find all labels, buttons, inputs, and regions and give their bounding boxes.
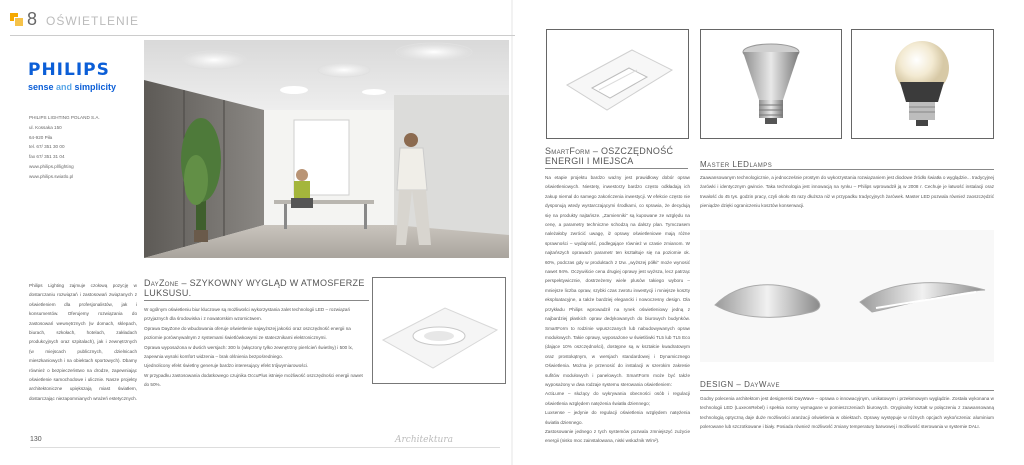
daywave-body: Godny polecenia architektom jest designerski DayWave – oprawa o innowacyjnym, unikatowym i przełomowym wyglądzie. Została wykonana w technologii LED (LuxeonRebel) i spełnia normy wymagane w pomieszczeniach biurowych. Oryginalny kształt w połączeniu z zaawansowaną technologią optyczną daje duże możliwości aranżacji oświetlenia w obiektach. Oprawy występuje w różnych opcjach wykończenia: aluminium polerowane lub szczotkowane i biały. Posiada również możliwość zmiany temperatury barwowej i możliwość sterowania w systemie DALI.	[700, 396, 994, 430]
logo-wordmark: PHILIPS	[28, 60, 110, 80]
daywave-title: DESIGN – DayWave	[700, 380, 781, 389]
dayzone-body	[144, 305, 366, 390]
section-squares-icon	[10, 13, 22, 25]
contact-company: PHILIPS LIGHTING POLAND S.A.	[29, 115, 100, 120]
dayzone-paragraph: W przypadku zastosowania dodatkowego czujnika OccuPlus istnieje możliwość oszczędności energii nawet do 50%.	[144, 372, 363, 388]
daywave-product-photo	[700, 230, 994, 362]
smartform-product-photo	[546, 29, 689, 139]
office-photo	[144, 40, 509, 258]
dayzone-product-photo	[372, 277, 506, 384]
contact-fax: fax 67/ 351 31 04	[29, 154, 65, 160]
philips-logo	[28, 60, 148, 92]
led-bulb-photo	[851, 29, 994, 139]
dayzone-paragraph: Oprawa DayZone do wbudowania oferuje oświetlenie najwyższej jakości oraz oszczędność energii na poziomie porównywalnym z systemami świetlówkowymi ze statecznikami elektronicznymi.	[144, 325, 351, 341]
logo-tagline: sense and simplicity	[28, 82, 117, 92]
led-spot-lamp-photo	[700, 29, 842, 139]
dayzone-paragraph: Ujednolicony efekt świetlny generuje bardzo interesujący efekt trójwymiarowości.	[144, 363, 309, 369]
master-led-rule	[700, 169, 994, 170]
page-number: 130	[30, 436, 42, 443]
dayzone-title: DayZone – SZYKOWNY WYGLĄD W ATMOSFERZE LUKSUSU.	[144, 278, 365, 298]
section-rule	[10, 35, 515, 36]
contact-block	[29, 113, 100, 182]
contact-phone: tel. 67/ 351 30 00	[29, 144, 65, 150]
daywave-rule	[700, 390, 994, 391]
contact-website-1: www.philips.pl/lighting	[29, 163, 74, 169]
smartform-title: SmartForm – OSZCZĘDNOŚĆ ENERGII I MIEJSCA	[545, 146, 674, 166]
spread-gutter	[511, 0, 513, 465]
intro-text: Philips Lighting zajmuje czołową pozycję w dostarczaniu rozwiązań i zastosowań związanych z oświetleniem dla profesjonalistów, jak i konsumentów. Oferujemy rozwiązania do zastosowań wewnętrznych (w domach, sklepach, biurach, szkołach, hotelach, zakładach produkcyjnych oraz szpitalach), jak i zewnętrznych (w miejscach publicznych, dzielnicach mieszkaniowych i na obiektach sportowych). Dbamy również o bezpieczeństwo na drodze, zapewniając oświetlenie samochodowe i ulicznie. Nasze projekty architektoniczne upiększają miast światłem, dostarczając niezapomnianych wrażeń estetycznych.	[29, 283, 138, 401]
footer-rule	[30, 447, 500, 448]
contact-city: 64-920 Piła	[29, 134, 53, 140]
smartform-paragraph: Na etapie projektu bardzo ważny jest prawidłowy dobór opraw oświetleniowych. Niestety, inwestorzy bardzo często odkładają ich zakup niemal do samego zakończenia inwestycji. W efekcie często nie dysponują wtedy wystarczającymi środkami, co sprawia, że decydują się na produkty najtańsze. „Zamienniki” są kupowane ze względu na cenę, a parametry techniczne schodzą na dalszy plan. Tymczasem należałoby zwrócić uwagę, iż oprawy oświetleniowe mają różne sprawności – wydajność, podlegające również w czasie zmianom. W najtańszych oprawach parametr ten kształtuje się na poziomie ok. 60%, podczas gdy w produktach z tzw. „wyższej półki” może wynosić nawet 94%. Oczywiście cena drugiej oprawy jest wyższa, lecz patrząc perspektywicznie, dostrzeżemy wiele plusów takiego wyboru – mniejsze liczba opraw, szybki czas zwrotu inwestycji i mniejsze koszty eksploatacyjne, a także bardziej elegancki i nowoczesny design. Dla przykładu Philips wprowadził na rynek oświetleniowy jedną z najbardziej płaskich opraw dedykowanych do biurowych budynków. SmartForm to rodzinie wpuszczanych lub nabudowywanych opraw modułowych. Takie oprawy, wyposażone w świetlówki TL5 lub TL5 Eco (dające 10% oszczędności), dostępne są w kształcie kwadratowym oraz prostokątnym, w wersjach standardowej i Dynamicznego Oświetlenia. Można je przenosić do instalacji w szerokim zakresie sufitów modułowych i panelowych. SmartForm może być także wyposażony w dwa rodzaje systemu sterowania oświetleniem:	[545, 175, 690, 387]
smartform-rule	[545, 168, 688, 169]
smartform-paragraph: Zastosowanie jednego z tych systemów pozwala zmniejszyć zużycie energii (nisko moc zainstalowana, niski wskaźnik W/m²).	[545, 428, 690, 444]
section-number: 8	[27, 9, 38, 29]
smartform-body	[545, 173, 690, 446]
section-title: OŚWIETLENIE	[46, 14, 140, 28]
contact-website-2: www.philips.swiatlo.pl	[29, 173, 74, 179]
smartform-paragraph: Luxsense – jedynie do regulacji oświetlenia względem natężenia światła dziennego.	[545, 410, 690, 425]
section-header	[10, 8, 515, 32]
smartform-paragraph: ActiLume – służący do wykrywania obecności osób i regulacji oświetlenia względem natężenia światła dziennego;	[545, 391, 690, 406]
magazine-brand: Architektura	[395, 435, 453, 445]
dayzone-rule	[144, 300, 369, 301]
dayzone-paragraph: W ogólnym oświetleniu biur kluczowe są możliwości wykorzystania zalet technologii LED – rozwiązań przyjaznych dla środowiska i z nowatorskim wzornictwem.	[144, 307, 351, 322]
master-led-title: Master LEDlamps	[700, 160, 773, 169]
dayzone-paragraph: Oprawa wyposażona w dwóch wersjach: 300 lx (włączony tylko zewnętrzny pierścień świetlny) i 500 lx, zapewnia wysoki komfort widzenia – brak olśnienia bezpośredniego.	[144, 344, 354, 360]
master-led-body: Zaawansowanym technologicznie, a jednocześnie prostym do wykorzystania rozwiązaniem jest diodowe źródło światła o wyglądzie... tradycyjnej żarówki i identycznym gwincie. Taka technologia jest innowacją na rynku – Philips wprowadził ją w 2008 r. Cechuje je łatwość instalacji oraz trwałość do 45 tys. godzin pracy, czyli około 45 razy dłuższa niż w przypadku tradycyjnych żarówek. Master LED pozwala również zaoszczędzić pieniądze dzięki ograniczeniu kosztów konserwacji.	[700, 175, 994, 209]
contact-street: ul. Kossaka 150	[29, 124, 62, 130]
